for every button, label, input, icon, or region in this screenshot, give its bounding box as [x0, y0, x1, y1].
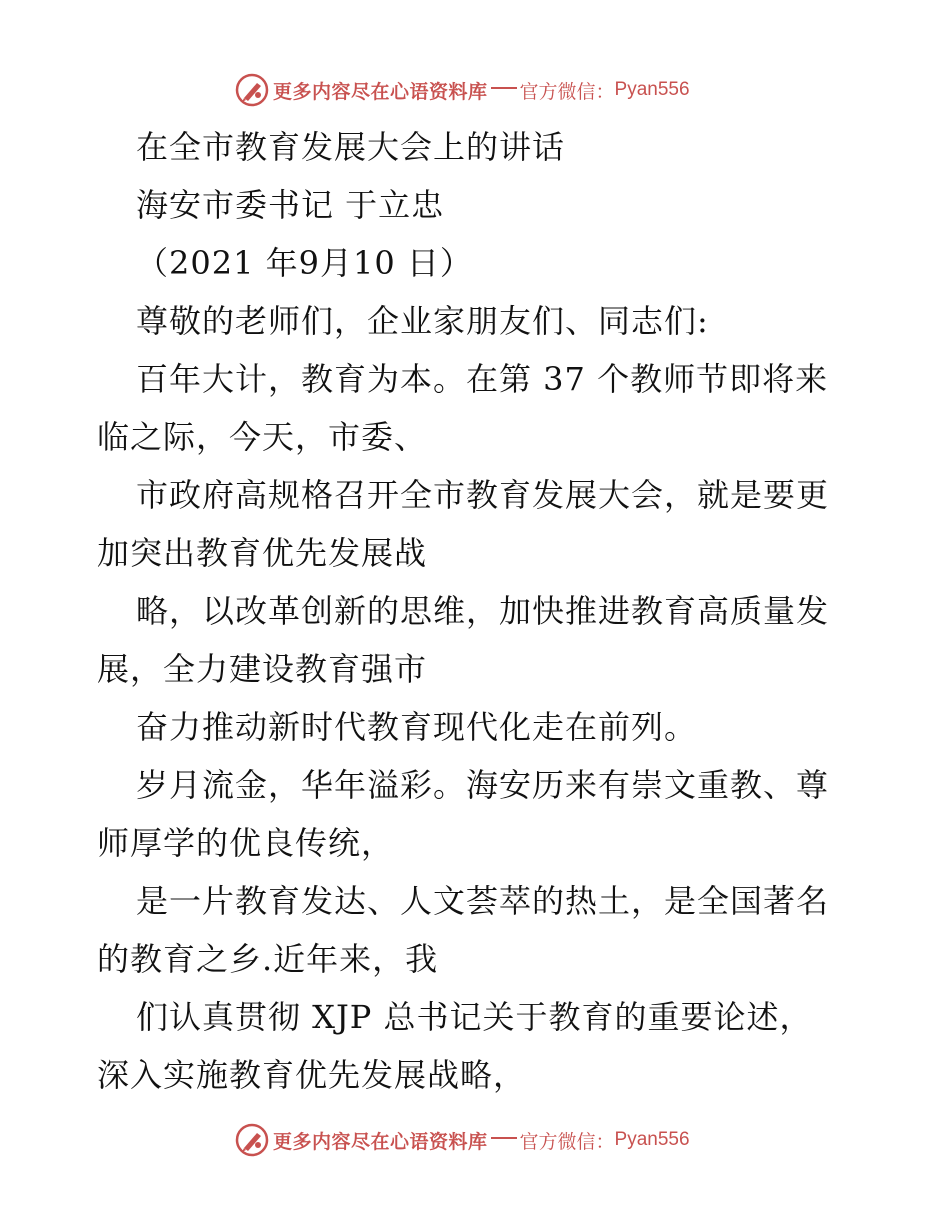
- watermark-dash: [491, 1137, 517, 1139]
- paragraph-line: 略，以改革创新的思维，加快推进教育高质量发: [136, 592, 830, 630]
- pen-logo-icon: [235, 73, 269, 107]
- watermark-id: Pyan556: [614, 1129, 690, 1150]
- watermark-suffix: 官方微信：: [519, 1130, 615, 1153]
- paragraph-line: 奋力推动新时代教育现代化走在前列。: [136, 708, 698, 746]
- watermark-text: 更多内容尽在心语资料库: [273, 80, 488, 103]
- paragraph-line: 的教育之乡.近年来，我: [97, 940, 439, 978]
- document-title: 在全市教育发展大会上的讲话: [136, 128, 566, 166]
- document-date: （2021 年9月10 日）: [136, 244, 473, 282]
- watermark-dash: [491, 87, 517, 89]
- watermark-footer: [235, 1123, 690, 1157]
- watermark-suffix: 官方微信：: [519, 80, 615, 103]
- watermark-id: Pyan556: [614, 79, 690, 100]
- paragraph-line: 加突出教育优先发展战: [97, 534, 428, 572]
- paragraph-line: 深入实施教育优先发展战略，: [97, 1056, 527, 1094]
- paragraph-line: 临之际，今天，市委、: [97, 418, 428, 456]
- watermark-text: 更多内容尽在心语资料库: [273, 1130, 488, 1153]
- pen-logo-icon: [235, 1123, 269, 1157]
- paragraph-line: 岁月流金，华年溢彩。海安历来有崇文重教、尊: [136, 766, 830, 804]
- watermark-header: [235, 73, 690, 107]
- paragraph-line: 尊敬的老师们，企业家朋友们、同志们:: [136, 302, 709, 340]
- paragraph-line: 百年大计，教育为本。在第 37 个教师节即将来: [136, 360, 829, 398]
- document-author: 海安市委书记 于立忠: [136, 186, 445, 224]
- paragraph-line: 师厚学的优良传统，: [97, 824, 395, 862]
- paragraph-line: 是一片教育发达、人文荟萃的热土，是全国著名: [136, 882, 830, 920]
- paragraph-line: 市政府高规格召开全市教育发展大会，就是要更: [136, 476, 830, 514]
- paragraph-line: 展，全力建设教育强市: [97, 650, 428, 688]
- paragraph-line: 们认真贯彻 XJP 总书记关于教育的重要论述，: [136, 998, 813, 1036]
